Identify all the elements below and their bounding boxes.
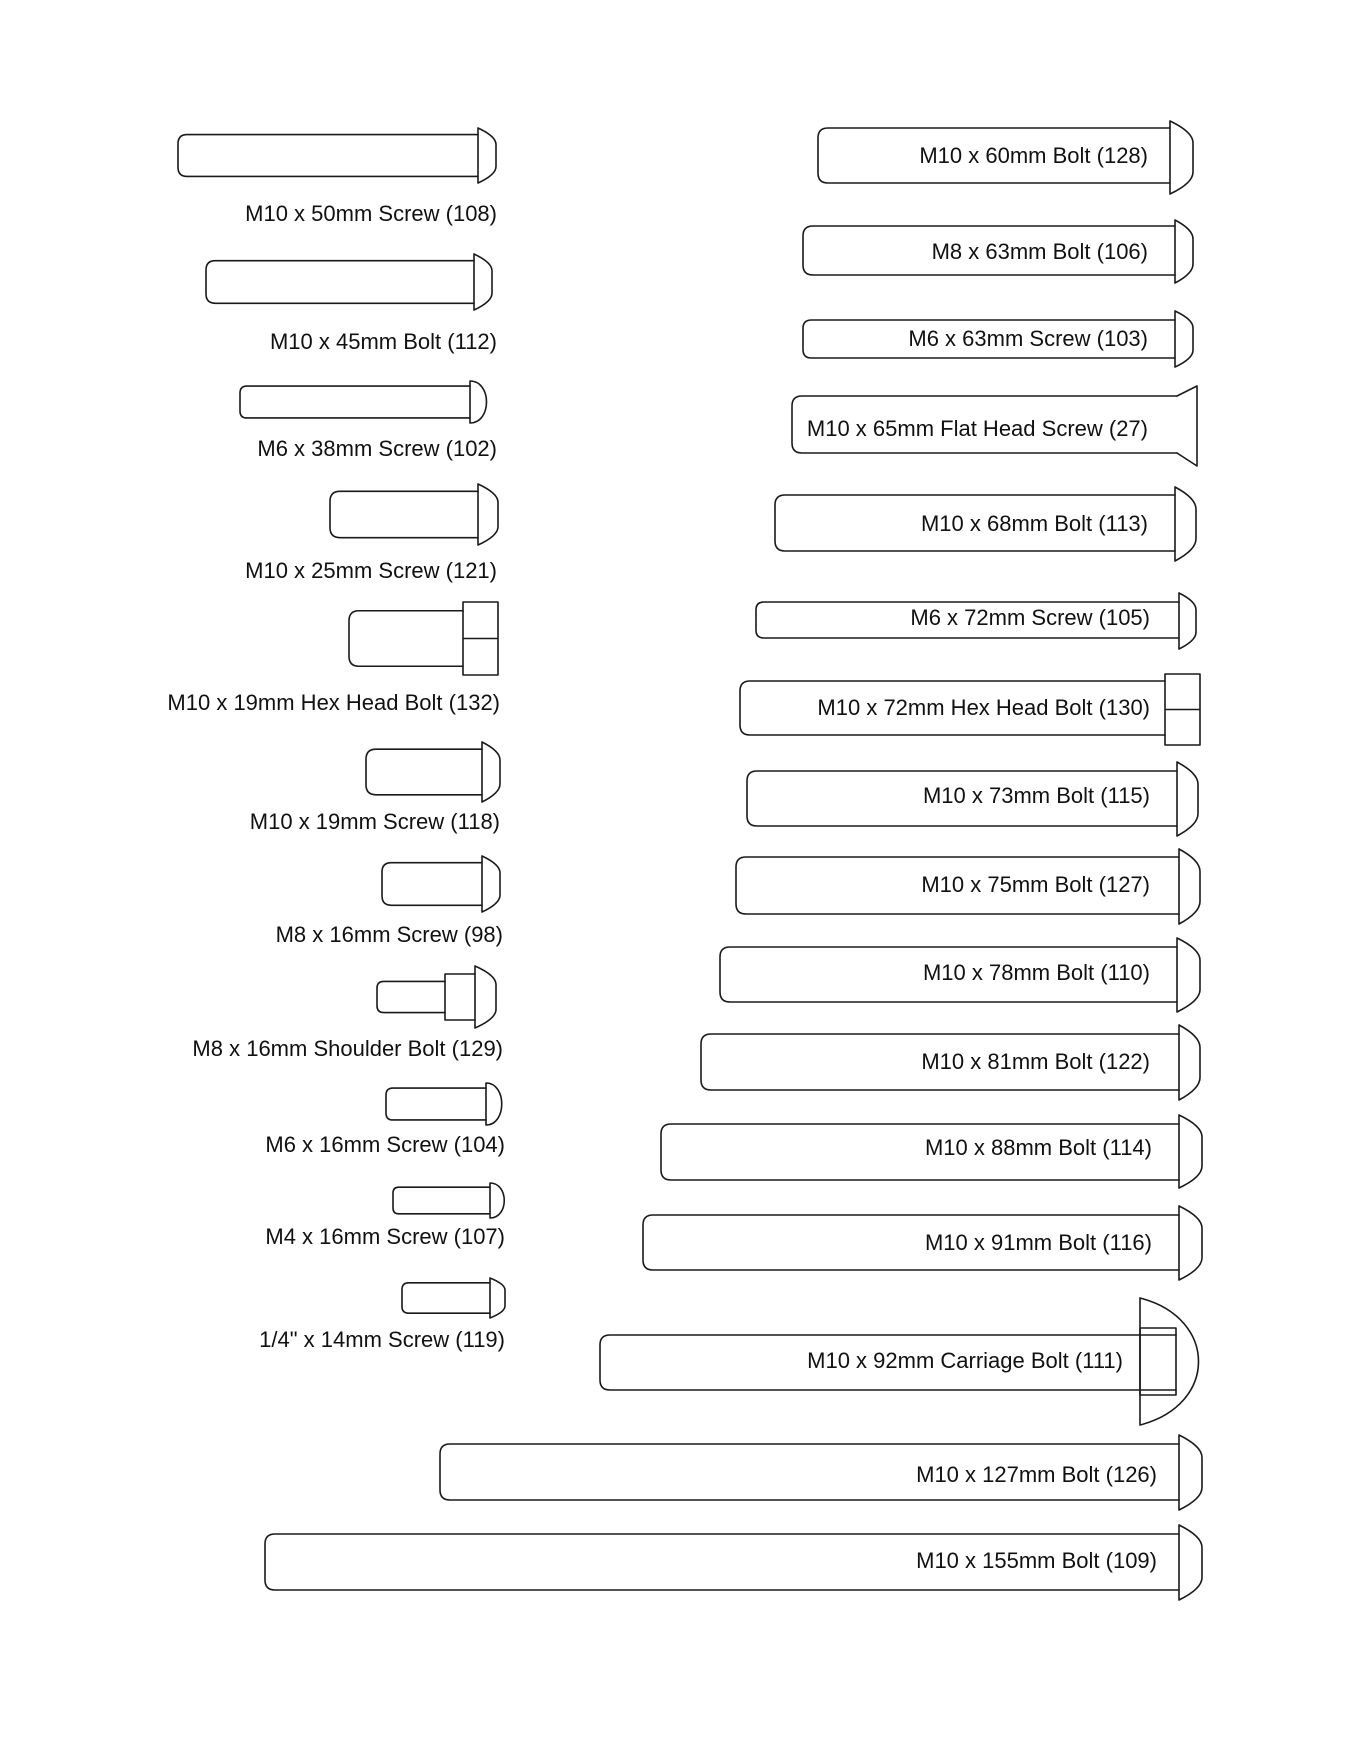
part-label: M10 x 65mm Flat Head Screw (27) <box>806 416 1148 441</box>
part-label: M6 x 72mm Screw (105) <box>910 605 1150 630</box>
part-label: M8 x 16mm Screw (98) <box>275 922 503 947</box>
part-label: M10 x 127mm Bolt (126) <box>916 1462 1157 1487</box>
shaft <box>377 981 445 1012</box>
part-label: M10 x 155mm Bolt (109) <box>916 1548 1157 1573</box>
round-head <box>478 128 496 183</box>
part-103 <box>803 311 1193 367</box>
part-129 <box>192 966 503 1061</box>
shaft <box>330 491 478 537</box>
round-head <box>1179 1206 1202 1280</box>
part-113 <box>775 487 1196 561</box>
part-label: M10 x 45mm Bolt (112) <box>269 329 497 354</box>
round-head <box>1177 762 1198 836</box>
shoulder-head <box>475 966 496 1028</box>
round-head <box>478 484 498 545</box>
part-104 <box>265 1083 505 1157</box>
round-head <box>1170 121 1193 194</box>
part-label: M6 x 16mm Screw (104) <box>265 1132 505 1157</box>
part-label: M10 x 75mm Bolt (127) <box>921 872 1150 897</box>
part-112 <box>206 254 497 354</box>
part-label: M4 x 16mm Screw (107) <box>265 1224 505 1249</box>
part-118 <box>250 742 500 834</box>
round-head <box>1179 1435 1202 1510</box>
part-119 <box>259 1278 505 1352</box>
part-127 <box>736 849 1200 924</box>
hex-head <box>1165 674 1200 745</box>
part-label: M10 x 78mm Bolt (110) <box>922 960 1150 985</box>
shaft <box>178 135 478 177</box>
part-111 <box>600 1298 1199 1425</box>
part-106 <box>803 220 1193 283</box>
dome-head <box>470 381 487 423</box>
flat-head <box>1177 386 1197 466</box>
round-head <box>1179 1115 1202 1188</box>
shoulder <box>445 974 475 1020</box>
round-head <box>482 742 500 802</box>
shaft <box>240 386 470 418</box>
part-132 <box>167 602 500 715</box>
dome-head <box>486 1083 502 1125</box>
part-label: M10 x 88mm Bolt (114) <box>924 1135 1152 1160</box>
round-head <box>1175 220 1193 283</box>
part-label: M8 x 63mm Bolt (106) <box>931 239 1148 264</box>
part-label: M8 x 16mm Shoulder Bolt (129) <box>192 1036 503 1061</box>
part-121 <box>245 484 498 583</box>
round-head <box>1177 938 1200 1012</box>
round-head <box>1175 311 1193 367</box>
round-head <box>1179 1025 1200 1100</box>
hex-head <box>463 602 498 675</box>
part-label: M10 x 91mm Bolt (116) <box>924 1230 1152 1255</box>
part-107 <box>265 1183 505 1249</box>
round-head <box>1179 1525 1202 1600</box>
round-head <box>490 1278 505 1318</box>
shaft <box>366 749 482 795</box>
part-130 <box>740 674 1200 745</box>
part-label: M10 x 19mm Screw (118) <box>249 809 500 834</box>
part-115 <box>747 762 1198 836</box>
part-label: M10 x 50mm Screw (108) <box>245 201 497 226</box>
part-label: M10 x 25mm Screw (121) <box>245 558 497 583</box>
part-label: M6 x 38mm Screw (102) <box>257 436 497 461</box>
part-105 <box>756 593 1196 649</box>
round-head <box>482 856 500 912</box>
round-head <box>474 254 492 310</box>
part-27 <box>792 386 1197 466</box>
round-head <box>1179 849 1200 924</box>
round-head <box>1175 487 1196 561</box>
part-110 <box>720 938 1200 1012</box>
part-label: M10 x 81mm Bolt (122) <box>921 1049 1150 1074</box>
carriage-head <box>1140 1298 1199 1425</box>
part-label: M10 x 19mm Hex Head Bolt (132) <box>167 690 500 715</box>
part-label: M10 x 68mm Bolt (113) <box>920 511 1148 536</box>
shaft <box>349 611 463 666</box>
part-126 <box>440 1435 1202 1510</box>
shaft <box>386 1088 486 1120</box>
part-128 <box>818 121 1193 194</box>
part-114 <box>661 1115 1202 1188</box>
part-label: M10 x 92mm Carriage Bolt (111) <box>807 1348 1123 1373</box>
part-label: M10 x 60mm Bolt (128) <box>919 143 1148 168</box>
dome-head <box>490 1183 504 1218</box>
shaft <box>206 261 474 304</box>
part-98 <box>276 856 503 947</box>
shaft <box>393 1187 490 1214</box>
round-head <box>1179 593 1196 649</box>
square-neck <box>1140 1328 1176 1395</box>
part-label: M6 x 63mm Screw (103) <box>908 326 1148 351</box>
part-122 <box>701 1025 1200 1100</box>
part-109 <box>265 1525 1202 1600</box>
shaft <box>402 1283 490 1313</box>
part-102 <box>240 381 497 461</box>
part-label: M10 x 72mm Hex Head Bolt (130) <box>817 695 1150 720</box>
part-116 <box>643 1206 1202 1280</box>
part-label: 1/4" x 14mm Screw (119) <box>259 1327 505 1352</box>
shaft <box>382 863 482 906</box>
part-label: M10 x 73mm Bolt (115) <box>922 783 1150 808</box>
part-108 <box>178 128 497 226</box>
